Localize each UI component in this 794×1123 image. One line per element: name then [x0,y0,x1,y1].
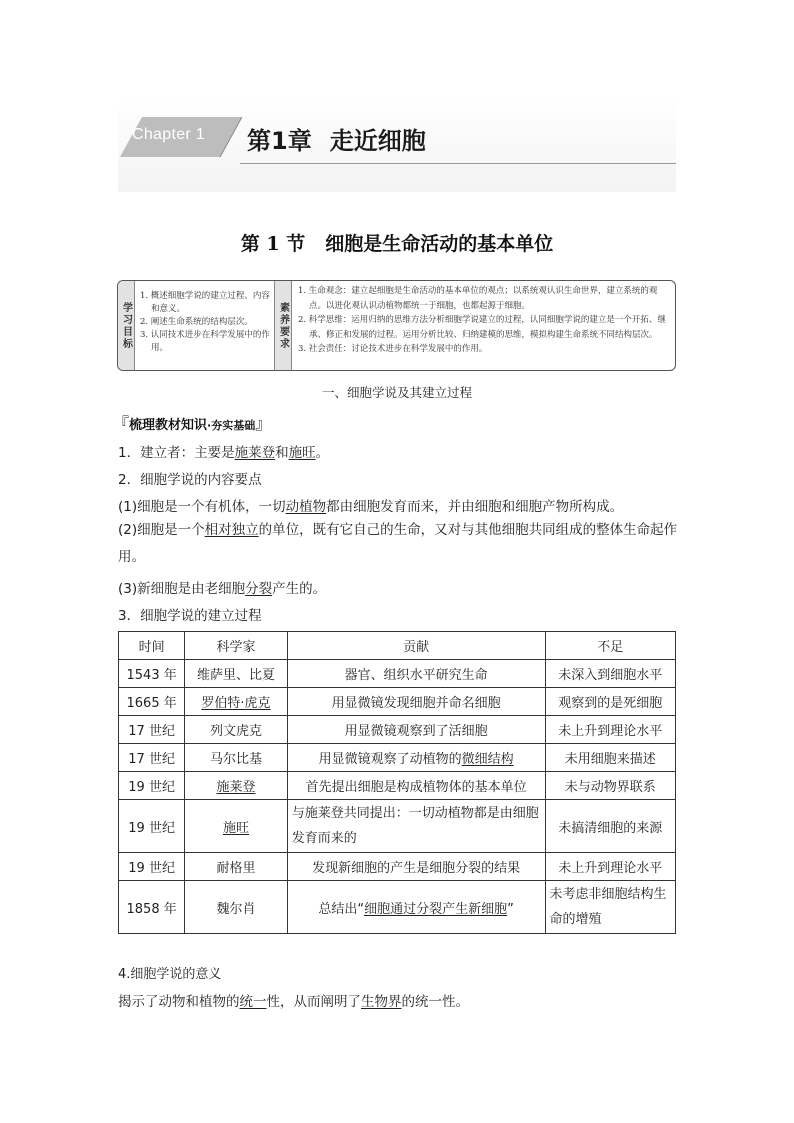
goals-label-column [118,281,135,370]
content-points-title: 2．细胞学说的内容要点 [118,472,262,488]
scientist-blank: 罗伯特·虎克 [201,696,271,711]
cell-scientist: 耐格里 [185,853,287,881]
significance-prefix: 揭示了动物和植物的 [118,994,240,1010]
cell-scientist: 马尔比基 [185,744,287,772]
table-row [119,772,676,800]
cell-shortcoming: 未搞清细胞的来源 [545,800,675,853]
cell-shortcoming: 未上升到理论水平 [545,716,675,744]
significance-mid: 性，从而阐明了 [266,994,361,1010]
cell-time: 19 世纪 [119,772,185,800]
section-number: 第 1 节 [240,233,306,255]
table-row [119,660,676,688]
founder-schwann: 施旺 [288,445,316,461]
point-3-suffix: 产生的。 [272,581,327,597]
goal-item: 1. 概述细胞学说的建立过程、内容和意义。 [140,291,270,314]
cell-time: 19 世纪 [119,800,185,853]
cell-shortcoming: 未与动物界联系 [545,772,675,800]
table-row [119,688,676,716]
table-header: 时间 [119,632,185,660]
table-row [119,744,676,772]
goals-list [140,290,270,355]
table-row [119,716,676,744]
contribution-prefix: 用显微镜观察了动植物的 [318,752,462,767]
requirements-list [298,284,670,357]
point-2-prefix: (2)细胞是一个 [118,522,205,538]
significance-blank-2: 生物界 [361,994,402,1010]
knowledge-heading-sub: 夯实基础 [211,419,256,432]
table-row [119,800,676,853]
contribution-blank: 微细结构 [461,752,514,767]
cell-shortcoming: 未考虑非细胞结构生命的增殖 [545,881,675,934]
founder-schleiden: 施莱登 [234,445,276,461]
cell-shortcoming: 未深入到细胞水平 [545,660,675,688]
cell-contribution: 用显微镜发现细胞并命名细胞 [287,688,545,716]
scientist-blank: 施旺 [222,820,249,836]
goal-item: 3. 认同技术进步在科学发展中的作用。 [140,330,270,353]
requirement-item: 1. 生命观念：建立起细胞是生命活动的基本单位的观点；以系统观认识生命世界，建立系统的观点。以进化观认识动植物都统一于细胞，也都起源于细胞。 [298,286,658,311]
founders-and: 和 [275,445,289,461]
significance-text [118,990,469,1010]
cell-shortcoming: 未用细胞来描述 [545,744,675,772]
cell-time: 1665 年 [119,688,185,716]
point-3-prefix: (3)新细胞是由老细胞 [118,581,246,597]
cell-contribution: 与施莱登共同提出：一切动植物都是由细胞发育而来的 [287,800,545,853]
point-2-blank: 相对独立 [204,522,259,538]
contribution-suffix: ” [507,901,514,917]
chapter-title [247,121,426,156]
cell-time: 1543 年 [119,660,185,688]
table-header: 科学家 [185,632,287,660]
cell-scientist: 列文虎克 [185,716,287,744]
history-title: 3．细胞学说的建立过程 [118,608,262,624]
cell-contribution: 发现新细胞的产生是细胞分裂的结果 [287,853,545,881]
cell-contribution: 器官、组织水平研究生命 [287,660,545,688]
point-1-blank: 动植物 [285,499,327,515]
chapter-tag [120,117,242,157]
subsection-title: 一、细胞学说及其建立过程 [321,385,472,400]
cell-scientist [185,688,287,716]
knowledge-heading-dot: · [207,419,212,432]
cell-time: 17 世纪 [119,744,185,772]
founders-prefix: 1．建立者：主要是 [118,445,235,461]
founders-end: 。 [315,445,330,461]
cell-contribution: 首先提出细胞是构成植物体的基本单位 [287,772,545,800]
table-row [119,881,676,934]
chapter-name: 走近细胞 [329,127,426,155]
founders-line [118,441,329,461]
cell-scientist: 魏尔肖 [185,881,287,934]
table-header-row [119,632,676,660]
point-1-suffix: 都由细胞发育而来，并由细胞和细胞产物所构成。 [326,499,624,515]
cell-scientist [185,772,287,800]
cell-contribution [287,744,545,772]
requirements-label-column [274,281,292,370]
cell-contribution [287,881,545,934]
contribution-blank: 细胞通过分裂产生新细胞 [364,901,508,917]
cell-time: 17 世纪 [119,716,185,744]
chapter-number: 第1章 [247,127,312,155]
table-header: 不足 [545,632,675,660]
significance-blank-1: 统一 [239,994,267,1010]
learning-goals-box [117,280,676,371]
content-point-2 [118,517,678,571]
cell-shortcoming: 观察到的是死细胞 [545,688,675,716]
significance-title: 4.细胞学说的意义 [118,967,222,982]
cell-time: 19 世纪 [119,853,185,881]
significance-suffix: 的统一性。 [401,994,469,1010]
point-1-prefix: (1)细胞是一个有机体，一切 [118,499,286,515]
contribution-prefix: 总结出“ [318,901,365,917]
knowledge-heading-main: 梳理教材知识 [129,418,208,433]
table-row [119,853,676,881]
section-title [0,229,794,256]
cell-shortcoming: 未上升到理论水平 [545,853,675,881]
history-table [118,631,676,934]
section-name: 细胞是生命活动的基本单位 [325,233,554,255]
chapter-header-rule [240,163,676,164]
cell-scientist: 维萨里、比夏 [185,660,287,688]
requirements-label: 素养要求 [277,301,289,350]
goal-item: 2. 阐述生命系统的结构层次。 [140,317,253,327]
point-3-blank: 分裂 [245,581,273,597]
goals-label: 学习目标 [120,301,132,350]
cell-scientist [185,800,287,853]
content-point-1 [118,495,623,515]
knowledge-heading: 『梳理教材知识·夯实基础』 [113,414,272,433]
cell-contribution: 用显微镜观察到了活细胞 [287,716,545,744]
scientist-blank: 施莱登 [216,780,256,795]
chapter-tag-label: Chapter 1 [132,126,205,143]
requirement-item: 2. 科学思维：运用归纳的思维方法分析细胞学说建立的过程，认同细胞学说的建立是一个开拓、继承、修正和发展的过程。运用分析比较、归纳建模的思维，模拟构建生命系统不同结构层次。 [298,315,666,340]
requirement-item: 3. 社会责任：讨论技术进步在科学发展中的作用。 [298,344,488,355]
content-point-3 [118,577,326,597]
point-2-suffix: 的单位，既有它自己的生命，又对与其他细胞共同组成的整体生命起作用。 [118,522,678,565]
cell-time: 1858 年 [119,881,185,934]
table-header: 贡献 [287,632,545,660]
